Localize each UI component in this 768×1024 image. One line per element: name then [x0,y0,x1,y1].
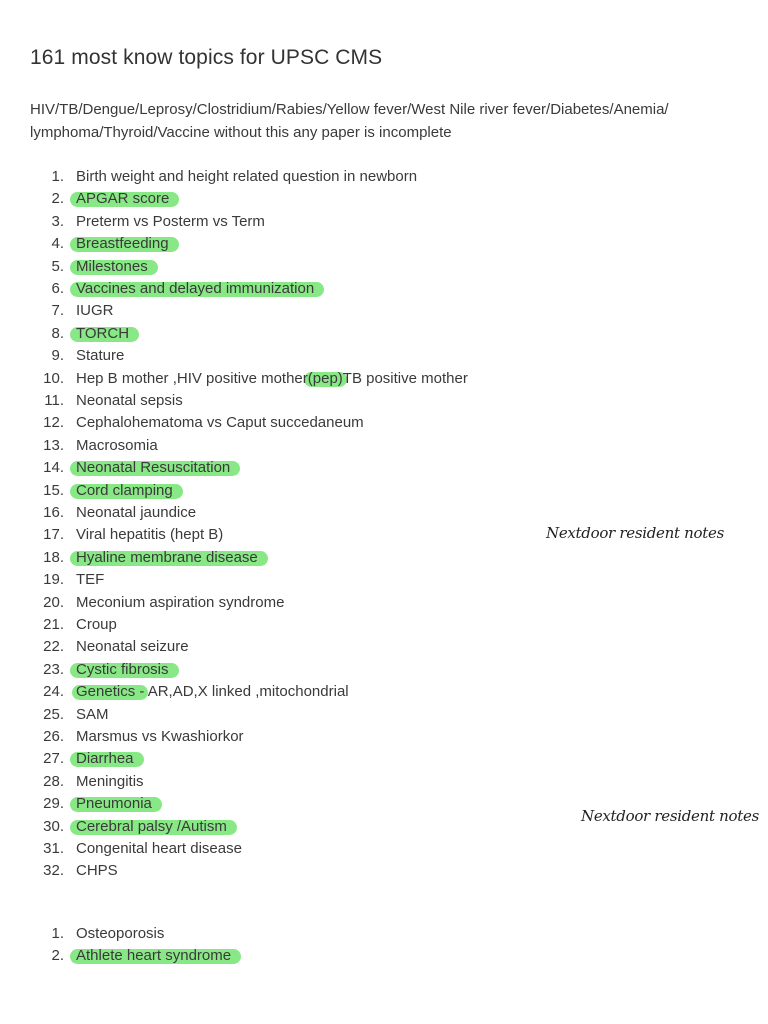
list-number: 3. [51,212,64,230]
list-item [0,323,600,345]
list-item-text: TEF [76,571,105,589]
list-item-text: Cerebral palsy /Autism [76,817,227,835]
page-title: 161 most know topics for UPSC CMS [30,46,383,69]
list-item-text: Genetics - AR,AD,X linked ,mitochondrial [76,683,349,701]
list-item-text: Hep B mother ,HIV positive mother(pep)TB positive mother [76,369,468,387]
list-number: 1. [51,925,64,942]
list-item [0,659,600,681]
list-number: 8. [51,324,64,342]
intro-paragraph: HIV/TB/Dengue/Leprosy/Clostridium/Rabies/Yellow fever/West Nile river fever/Diabetes/Anemia/ lymphoma/Thyroid/Vaccine without this any paper is incomplete [30,101,669,141]
list-item [0,793,600,815]
list-item [0,233,600,255]
list-item-text: Diarrhea [76,750,134,768]
list-item [0,480,600,502]
list-number: 25. [43,705,64,723]
list-item-text: Preterm vs Posterm vs Term [76,212,265,230]
list-item [0,704,600,726]
list-item-text: Birth weight and height related question in newborn [76,168,418,185]
list-item-text: Croup [76,616,117,633]
list-item [0,681,600,703]
list-item-text: Vaccines and delayed immunization [76,280,315,297]
list-number: 24. [43,683,64,701]
list-number: 12. [43,414,64,432]
list-item-text: Neonatal jaundice [76,504,197,521]
list-number: 7. [51,302,64,320]
list-item-text: Milestones [76,257,148,275]
list-number: 21. [43,616,64,633]
list-number: 27. [43,750,64,768]
list-item [0,345,600,367]
list-item-text: Breastfeeding [76,235,169,253]
list-number: 2. [51,190,64,208]
list-item [0,300,600,322]
list-number: 20. [43,593,64,611]
list-item-text: Cord clamping [76,481,173,499]
list-item [0,211,600,233]
list-item [0,816,600,838]
list-item-text: Viral hepatitis (hept B) [76,526,224,544]
list-number: 13. [43,436,64,454]
list-item-text: Meningitis [76,772,144,790]
list-item [0,838,600,860]
list-number: 16. [43,504,64,521]
list-item-text: Congenital heart disease [76,840,242,857]
list-number: 1. [51,168,64,185]
list-item-text: Cystic fibrosis [76,660,169,678]
list-item-text: SAM [76,705,109,723]
list-item [0,569,600,591]
list-item [0,945,600,967]
list-number: 22. [43,638,64,656]
list-number: 31. [43,840,64,857]
list-item-text: Macrosomia [76,436,158,454]
list-item [0,771,600,793]
list-item-text: Hyaline membrane disease [76,548,258,566]
list-item-text: IUGR [76,302,114,320]
list-item [0,502,600,524]
list-number: 18. [43,548,64,566]
list-item-text: Marsmus vs Kwashiorkor [76,728,244,745]
list-item-text: Athlete heart syndrome [76,947,232,965]
list-item [0,166,600,188]
list-number: 14. [43,459,64,477]
list-item [0,412,600,434]
list-number: 19. [43,571,64,589]
list-item [0,547,600,569]
list-item-text: Neonatal sepsis [76,392,183,409]
watermark-1: Nextdoor resident notes [546,524,724,542]
list-item [0,636,600,658]
list-item [0,923,600,945]
list-item-text: Neonatal Resuscitation [76,459,231,477]
list-item-text: Osteoporosis [76,925,165,942]
list-number: 15. [43,481,64,499]
list-number: 9. [51,347,64,365]
list-item [0,524,600,546]
list-item [0,390,600,412]
list-number: 26. [43,728,64,745]
list-number: 5. [51,257,64,275]
list-item-text: Cephalohematoma vs Caput succedaneum [76,414,364,432]
list-number: 6. [51,280,64,297]
list-item [0,256,600,278]
list-number: 28. [43,772,64,790]
list-number: 11. [44,392,64,409]
list-number: 30. [43,817,64,835]
list-number: 23. [43,660,64,678]
list-item [0,860,600,882]
list-number: 4. [51,235,64,253]
list-item [0,278,600,300]
list-item [0,368,600,390]
list-number: 29. [43,795,64,813]
list-number: 17. [43,526,64,544]
list-item-text: CHPS [76,862,118,880]
list-item-text: APGAR score [76,190,170,208]
list-item-text: Neonatal seizure [76,638,189,656]
list-item [0,726,600,748]
list-item [0,592,600,614]
list-item [0,748,600,770]
list-number: 2. [51,947,64,965]
list-item [0,614,600,636]
list-item [0,188,600,210]
list-item-text: Pneumonia [76,795,152,813]
watermark-2: Nextdoor resident notes [581,807,759,825]
list-item-text: Stature [76,347,125,365]
list-number: 10. [43,369,64,387]
list-number: 32. [43,862,64,880]
list-item-text: Meconium aspiration syndrome [76,593,285,611]
list-item-text: TORCH [76,324,130,342]
list-item [0,435,600,457]
list-item [0,457,600,479]
